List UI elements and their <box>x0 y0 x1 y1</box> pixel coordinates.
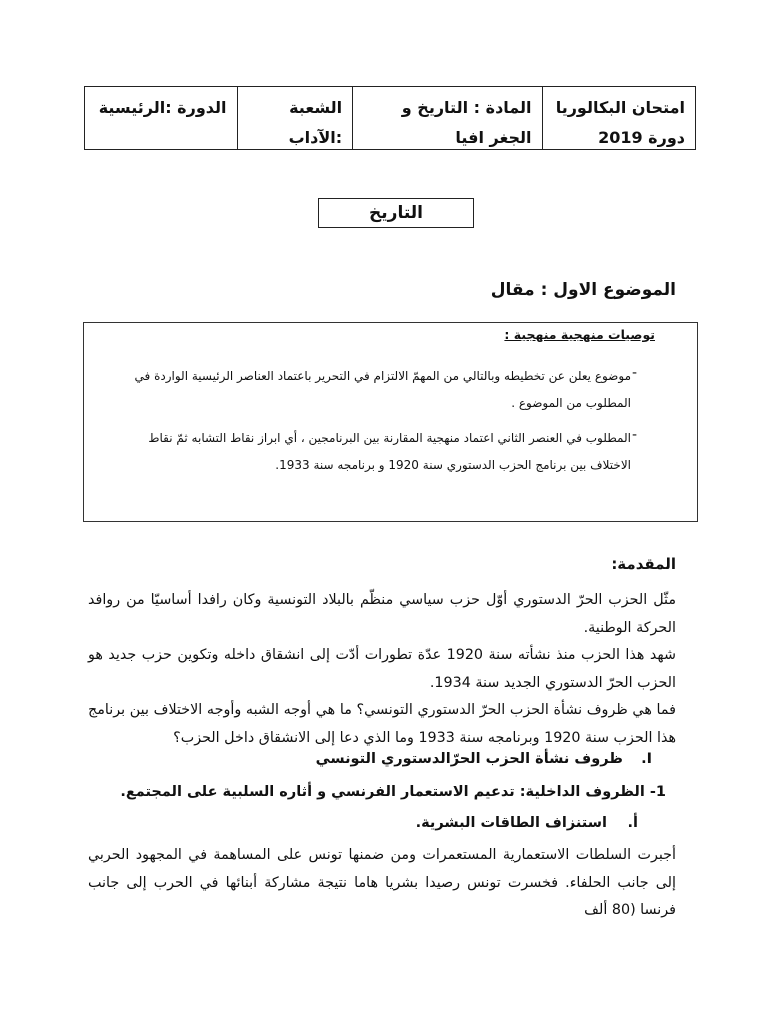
intro-paragraph: فما هي ظروف نشأة الحزب الحرّ الدستوري التونسي؟ ما هي أوجه الشبه وأوجه الاختلاف بين برنامج هذا الحزب سنة 1920 وبرنامجه سنة 1933 وما الذي دعا إلى الانشقاق داخل الحزب؟ <box>88 702 676 746</box>
recommendation-item: موضوع يعلن عن تخطيطه وبالتالي من المهمّ الالتزام في التحرير باعتماد العناصر الرئيسية الواردة في المطلوب من الموضوع . <box>134 369 631 410</box>
header-exam-cell <box>542 87 696 149</box>
subject-label: المادة : التاريخ و الجغر افيا <box>401 98 532 147</box>
intro-paragraph: شهد هذا الحزب منذ نشأته سنة 1920 عدّة تطورات أدّت إلى انشقاق داخله وتكوين حزب جديد هو الحزب الحرّ الدستوري الجديد سنة 1934. <box>88 647 676 691</box>
exam-name: امتحان البكالوريا <box>555 98 685 117</box>
recommendation-item: المطلوب في العنصر الثاني اعتماد منهجية المقارنة بين البرنامجين ، أي ابراز نقاط التشابه ثمّ نقاط الاختلاف بين برنامج الحزب الدستوري سنة 1920 و برنامجه سنة 1933. <box>148 431 631 472</box>
header-subject-cell <box>352 87 541 149</box>
section-number: I. <box>641 751 652 767</box>
section-title: ظروف نشأة الحزب الحرّالدستوري التونسي <box>315 751 623 767</box>
recommendations-box <box>83 322 698 522</box>
exam-header-table <box>84 86 696 150</box>
section-heading <box>316 751 652 767</box>
topic-title: الموضوع الاول : مقال <box>490 280 676 300</box>
header-branch-cell <box>237 87 353 149</box>
recommendations-title: توصيات منهجية منهجية : <box>504 327 655 342</box>
session-label: الدورة :الرئيسية <box>98 98 227 117</box>
subject-box: التاريخ <box>318 198 474 228</box>
branch-label: الشعبة :الآداب <box>288 98 343 147</box>
subsubsection-heading <box>416 815 638 831</box>
session-year: دورة 2019 <box>598 128 685 147</box>
header-session-cell <box>85 87 237 149</box>
bullet-dash: - <box>631 365 637 381</box>
subsection-heading: 1- الظروف الداخلية: تدعيم الاستعمار الفرنسي و أثاره السلبية على المجتمع. <box>120 784 666 800</box>
intro-paragraph: مثّل الحزب الحرّ الدستوري أوّل حزب سياسي منظّم بالبلاد التونسية وكان رافدا أساسيّا من روافد الحركة الوطنية. <box>88 592 676 636</box>
subsubsection-number: أ. <box>627 815 638 831</box>
body-paragraph: أجبرت السلطات الاستعمارية المستعمرات ومن ضمنها تونس على المساهمة في المجهود الحربي إلى جانب الحلفاء. فخسرت تونس رصيدا بشريا هاما نتيجة مشاركة أبنائها في الحرب إلى جانب فرنسا (80 ألف <box>88 847 676 918</box>
subsubsection-title: استنزاف الطاقات البشرية. <box>415 815 607 831</box>
bullet-dash: - <box>631 427 637 443</box>
intro-heading: المقدمة: <box>611 555 676 573</box>
